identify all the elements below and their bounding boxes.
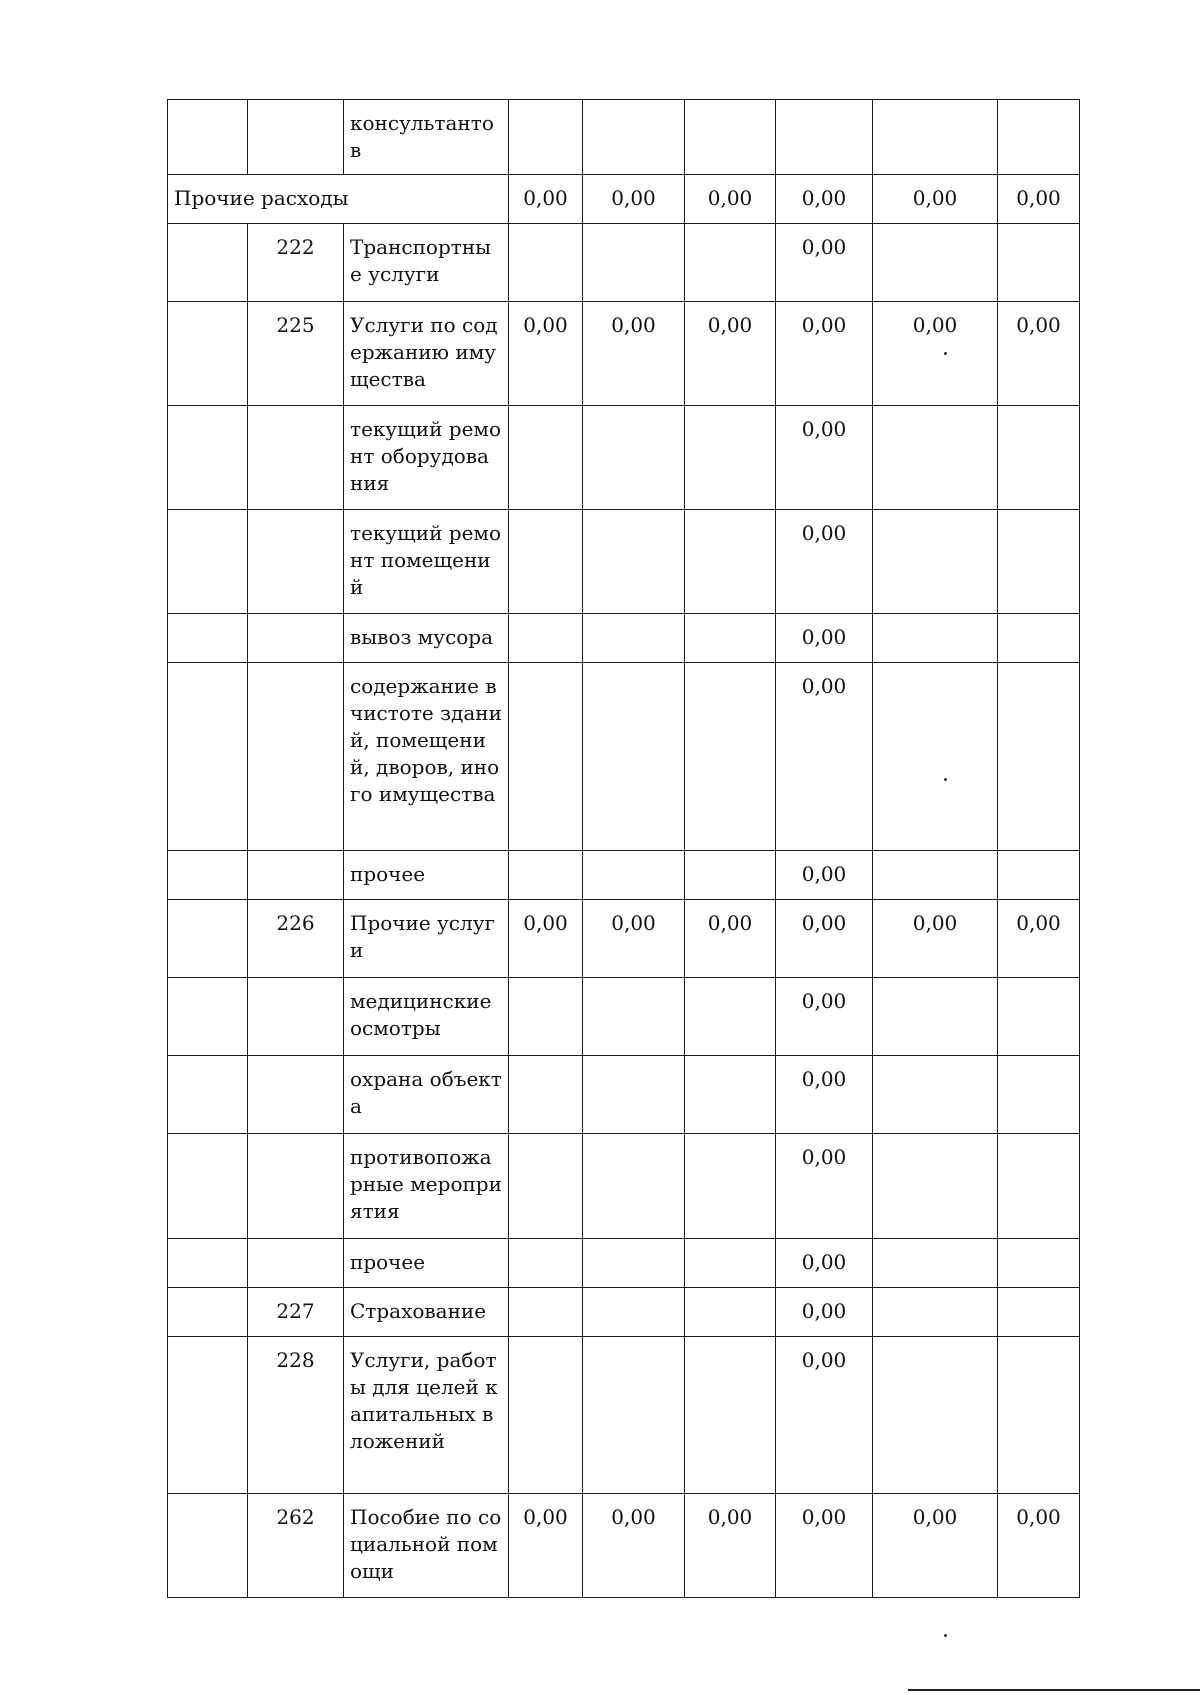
value-cell: 0,00: [685, 1494, 776, 1598]
item-name-cell: прочее: [344, 1239, 509, 1288]
value-cell: 0,00: [509, 302, 583, 406]
item-name-cell: содержание в чистоте зданий, помещений, дворов, иного имущества: [344, 663, 509, 851]
code-cell: [248, 663, 344, 851]
index-cell: [168, 614, 248, 663]
value-cell: [998, 614, 1080, 663]
value-cell: [685, 1134, 776, 1239]
value-cell: [685, 851, 776, 900]
index-cell: [168, 1494, 248, 1598]
code-cell: [248, 1134, 344, 1239]
item-name-cell: Транспортные услуги: [344, 224, 509, 302]
value-cell: [509, 614, 583, 663]
value-cell: 0,00: [776, 614, 873, 663]
table-row: [168, 900, 1080, 978]
value-cell: 0,00: [509, 175, 583, 224]
code-cell: 227: [248, 1288, 344, 1337]
value-cell: [509, 1056, 583, 1134]
value-cell: [509, 1337, 583, 1494]
value-cell: [873, 224, 998, 302]
value-cell: [998, 100, 1080, 175]
value-cell: [583, 978, 685, 1056]
value-cell: [998, 1337, 1080, 1494]
value-cell: [998, 663, 1080, 851]
table-row: [168, 851, 1080, 900]
table-row: [168, 1239, 1080, 1288]
index-cell: [168, 302, 248, 406]
index-cell: [168, 1056, 248, 1134]
index-cell: [168, 1337, 248, 1494]
table-row: [168, 1494, 1080, 1598]
item-name-cell: Услуги, работы для целей капитальных вложений: [344, 1337, 509, 1494]
index-cell: [168, 1239, 248, 1288]
value-cell: 0,00: [583, 175, 685, 224]
code-cell: 222: [248, 224, 344, 302]
value-cell: [998, 1056, 1080, 1134]
value-cell: 0,00: [509, 1494, 583, 1598]
value-cell: 0,00: [873, 302, 998, 406]
value-cell: [509, 1239, 583, 1288]
table-row: [168, 1134, 1080, 1239]
value-cell: [509, 406, 583, 510]
table-row: [168, 175, 1080, 224]
value-cell: [776, 100, 873, 175]
value-cell: [583, 614, 685, 663]
value-cell: [685, 1056, 776, 1134]
value-cell: 0,00: [776, 851, 873, 900]
value-cell: [685, 100, 776, 175]
scan-speck: [944, 352, 947, 355]
table-row: [168, 1288, 1080, 1337]
index-cell: [168, 224, 248, 302]
table-row: [168, 663, 1080, 851]
value-cell: [685, 224, 776, 302]
value-cell: [873, 406, 998, 510]
value-cell: 0,00: [776, 663, 873, 851]
value-cell: [583, 663, 685, 851]
value-cell: [583, 851, 685, 900]
index-cell: [168, 1134, 248, 1239]
value-cell: [998, 978, 1080, 1056]
value-cell: 0,00: [998, 302, 1080, 406]
value-cell: [998, 1288, 1080, 1337]
value-cell: 0,00: [776, 302, 873, 406]
value-cell: 0,00: [776, 1239, 873, 1288]
table-row: [168, 614, 1080, 663]
code-cell: [248, 100, 344, 175]
value-cell: [873, 510, 998, 614]
value-cell: [509, 1134, 583, 1239]
table-row: [168, 978, 1080, 1056]
value-cell: [873, 100, 998, 175]
item-name-cell: Прочие услуги: [344, 900, 509, 978]
item-name-cell: прочее: [344, 851, 509, 900]
value-cell: 0,00: [776, 224, 873, 302]
value-cell: 0,00: [998, 175, 1080, 224]
code-cell: [248, 978, 344, 1056]
value-cell: 0,00: [776, 406, 873, 510]
code-cell: [248, 406, 344, 510]
index-cell: [168, 978, 248, 1056]
value-cell: [873, 1239, 998, 1288]
item-name-cell: Услуги по содержанию имущества: [344, 302, 509, 406]
value-cell: [998, 851, 1080, 900]
value-cell: 0,00: [776, 900, 873, 978]
value-cell: [873, 663, 998, 851]
value-cell: [583, 100, 685, 175]
value-cell: 0,00: [776, 175, 873, 224]
value-cell: 0,00: [776, 978, 873, 1056]
value-cell: [685, 614, 776, 663]
value-cell: [998, 1239, 1080, 1288]
scan-speck: [944, 778, 947, 781]
value-cell: 0,00: [873, 900, 998, 978]
value-cell: 0,00: [583, 302, 685, 406]
table-row: [168, 510, 1080, 614]
value-cell: [873, 851, 998, 900]
value-cell: 0,00: [583, 1494, 685, 1598]
value-cell: 0,00: [776, 1288, 873, 1337]
value-cell: [873, 978, 998, 1056]
code-cell: 226: [248, 900, 344, 978]
code-cell: [248, 1239, 344, 1288]
index-cell: [168, 1288, 248, 1337]
value-cell: [873, 1056, 998, 1134]
value-cell: [685, 1239, 776, 1288]
value-cell: [509, 1288, 583, 1337]
index-cell: [168, 510, 248, 614]
value-cell: 0,00: [685, 175, 776, 224]
value-cell: 0,00: [776, 1337, 873, 1494]
table-row: [168, 100, 1080, 175]
table-row: [168, 224, 1080, 302]
scan-speck: [944, 1634, 947, 1637]
value-cell: [998, 406, 1080, 510]
code-cell: 262: [248, 1494, 344, 1598]
value-cell: [998, 1134, 1080, 1239]
item-name-cell: Пособие по социальной помощи: [344, 1494, 509, 1598]
value-cell: 0,00: [685, 302, 776, 406]
item-name-cell: консультантов: [344, 100, 509, 175]
table-row: [168, 1337, 1080, 1494]
value-cell: 0,00: [776, 510, 873, 614]
value-cell: 0,00: [685, 900, 776, 978]
signature-line: [908, 1689, 1200, 1691]
value-cell: [509, 851, 583, 900]
value-cell: [685, 663, 776, 851]
code-cell: [248, 510, 344, 614]
code-cell: 228: [248, 1337, 344, 1494]
item-name-cell: противопожарные мероприятия: [344, 1134, 509, 1239]
value-cell: [685, 1337, 776, 1494]
value-cell: 0,00: [873, 1494, 998, 1598]
value-cell: [685, 1288, 776, 1337]
section-label-cell: Прочие расходы: [168, 175, 509, 224]
index-cell: [168, 406, 248, 510]
item-name-cell: охрана объекта: [344, 1056, 509, 1134]
value-cell: [583, 1134, 685, 1239]
table-row: [168, 1056, 1080, 1134]
value-cell: [583, 224, 685, 302]
item-name-cell: медицинские осмотры: [344, 978, 509, 1056]
value-cell: [998, 224, 1080, 302]
value-cell: [685, 978, 776, 1056]
index-cell: [168, 663, 248, 851]
value-cell: [583, 510, 685, 614]
value-cell: 0,00: [509, 900, 583, 978]
index-cell: [168, 900, 248, 978]
value-cell: 0,00: [776, 1494, 873, 1598]
index-cell: [168, 851, 248, 900]
table-row: [168, 302, 1080, 406]
code-cell: [248, 851, 344, 900]
value-cell: [685, 406, 776, 510]
value-cell: [583, 1239, 685, 1288]
item-name-cell: вывоз мусора: [344, 614, 509, 663]
value-cell: 0,00: [873, 175, 998, 224]
value-cell: [583, 1337, 685, 1494]
index-cell: [168, 100, 248, 175]
table-row: [168, 406, 1080, 510]
code-cell: [248, 1056, 344, 1134]
value-cell: [998, 510, 1080, 614]
item-name-cell: текущий ремонт оборудования: [344, 406, 509, 510]
value-cell: 0,00: [776, 1134, 873, 1239]
value-cell: [583, 1288, 685, 1337]
item-name-cell: текущий ремонт помещений: [344, 510, 509, 614]
value-cell: 0,00: [998, 1494, 1080, 1598]
code-cell: 225: [248, 302, 344, 406]
code-cell: [248, 614, 344, 663]
budget-table: [167, 99, 1080, 1598]
value-cell: [583, 1056, 685, 1134]
value-cell: [873, 1288, 998, 1337]
value-cell: [509, 224, 583, 302]
value-cell: [873, 1337, 998, 1494]
value-cell: [509, 510, 583, 614]
value-cell: [509, 100, 583, 175]
value-cell: 0,00: [583, 900, 685, 978]
value-cell: [509, 663, 583, 851]
value-cell: [509, 978, 583, 1056]
value-cell: [873, 1134, 998, 1239]
item-name-cell: Страхование: [344, 1288, 509, 1337]
value-cell: 0,00: [998, 900, 1080, 978]
value-cell: 0,00: [776, 1056, 873, 1134]
value-cell: [685, 510, 776, 614]
value-cell: [583, 406, 685, 510]
value-cell: [873, 614, 998, 663]
